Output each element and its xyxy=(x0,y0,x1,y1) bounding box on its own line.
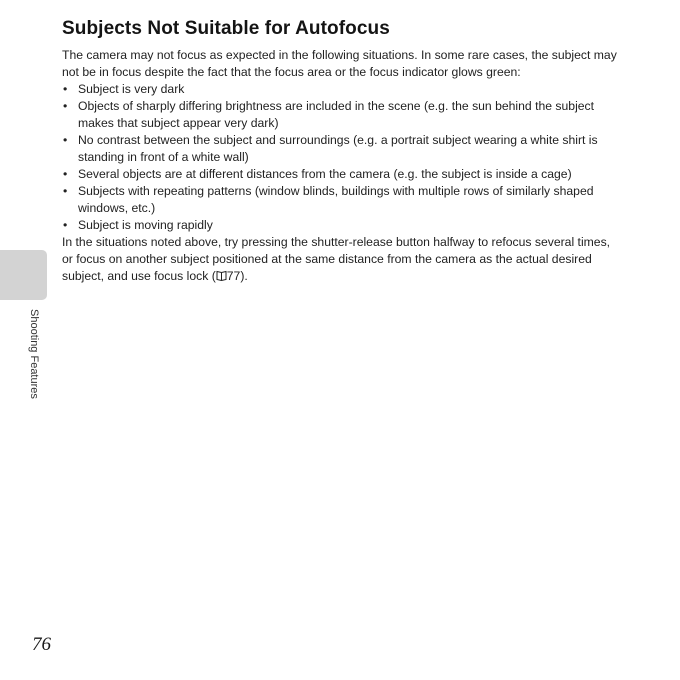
list-item xyxy=(62,132,622,166)
section-tab xyxy=(0,250,47,300)
list-item-text: Subject is moving rapidly xyxy=(78,218,213,232)
bullet-icon: • xyxy=(63,133,68,147)
list-item xyxy=(62,183,622,217)
closing-text: In the situations noted above, try pressing the shutter-release button halfway to refocus several times, or focus on another subject positioned at the same distance from the camera as the actual desired subject, and use focus lock ( xyxy=(62,235,611,283)
intro-paragraph: The camera may not focus as expected in the following situations. In some rare cases, the subject may not be in focus despite the fact that the focus area or the focus indicator glows green: xyxy=(62,48,617,79)
body-text xyxy=(62,47,622,285)
list-item xyxy=(62,166,622,183)
list-item-text: Several objects are at different distances from the camera (e.g. the subject is inside a cage) xyxy=(78,167,572,181)
closing-end: ). xyxy=(240,269,248,283)
bullet-icon: • xyxy=(63,82,68,96)
conditions-list xyxy=(62,81,622,234)
list-item xyxy=(62,81,622,98)
list-item-text: Objects of sharply differing brightness are included in the scene (e.g. the sun behind the subject makes that subject appear very dark) xyxy=(78,99,595,130)
list-item-text: No contrast between the subject and surroundings (e.g. a portrait subject wearing a white shirt is standing in front of a white wall) xyxy=(78,133,598,164)
bullet-icon: • xyxy=(63,184,68,198)
bullet-icon: • xyxy=(63,167,68,181)
list-item-text: Subjects with repeating patterns (window blinds, buildings with multiple rows of similarly shaped windows, etc.) xyxy=(78,184,594,215)
closing-paragraph xyxy=(62,234,622,285)
page-reference-link[interactable]: 77 xyxy=(226,269,241,283)
list-item xyxy=(62,217,622,234)
bullet-icon: • xyxy=(63,99,68,113)
list-item-text: Subject is very dark xyxy=(78,82,185,96)
list-item xyxy=(62,98,622,132)
book-reference-icon xyxy=(216,268,227,285)
page-number: 76 xyxy=(32,634,51,655)
page-title: Subjects Not Suitable for Autofocus xyxy=(62,18,390,39)
bullet-icon: • xyxy=(63,218,68,232)
section-label: Shooting Features xyxy=(28,309,40,399)
